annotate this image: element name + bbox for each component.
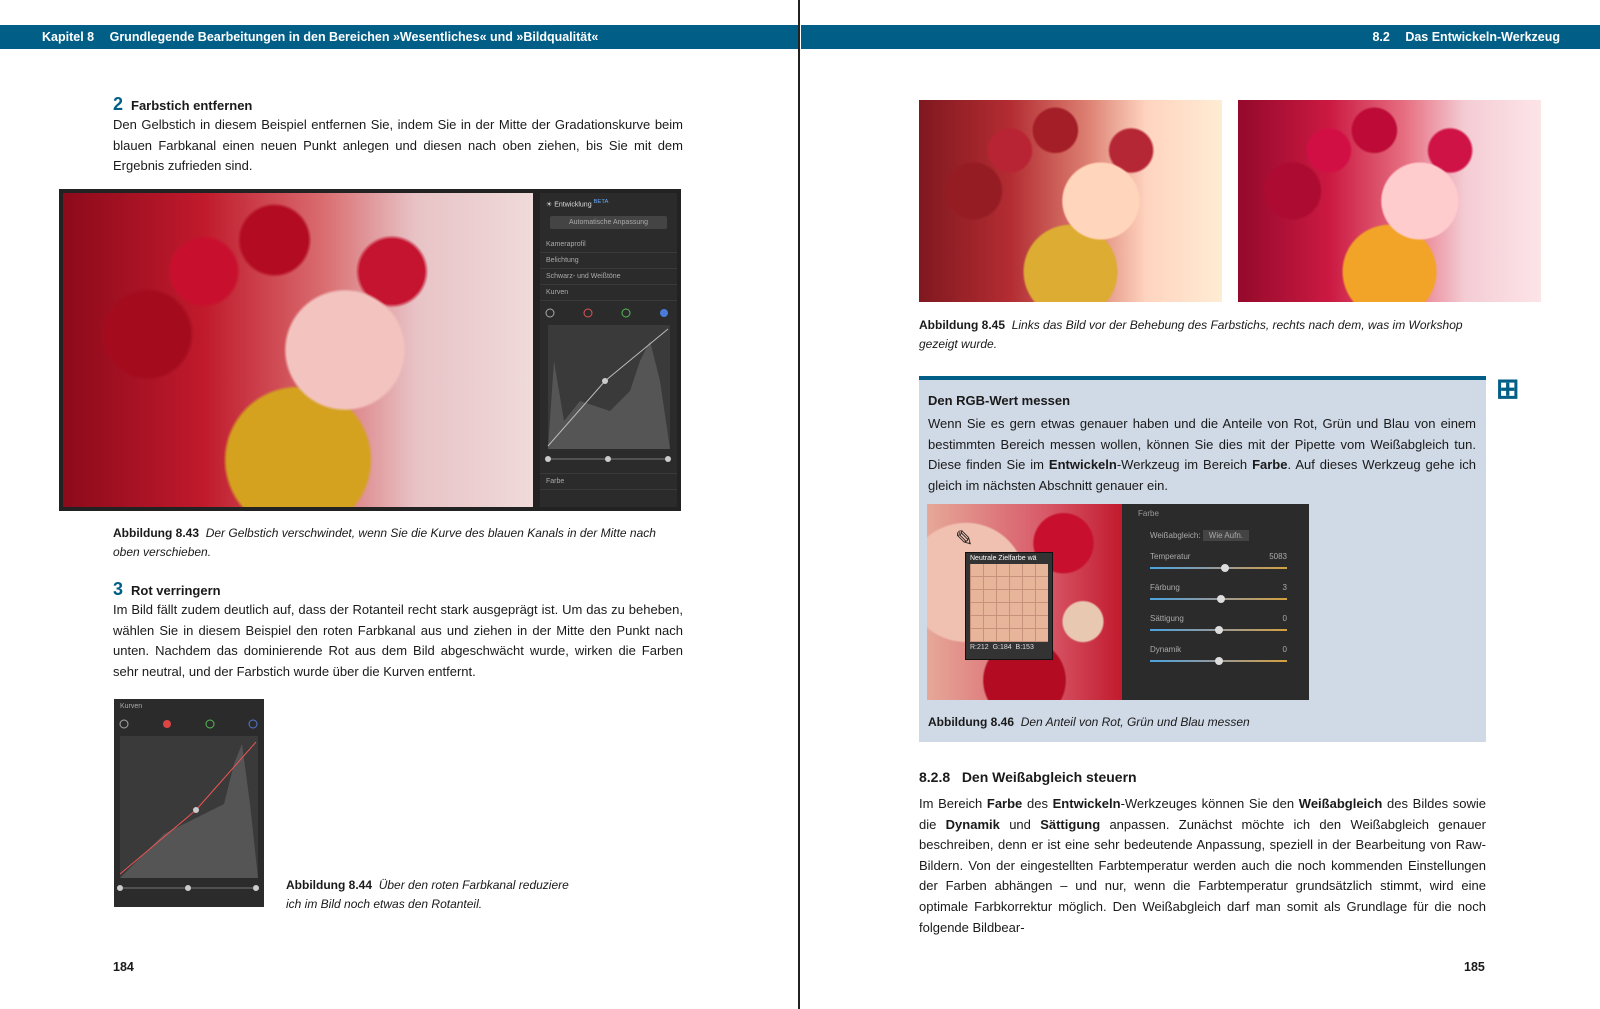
step-text: Im Bild fällt zudem deutlich auf, dass der Rotanteil recht stark ausgeprägt ist. Um das zu beheben, wählen Sie in diesem Beispiel den roten Farbkanal aus und ziehen in der Mitte den Punkt nach unten. Nachdem das dominierende Rot aus dem Bild abgeschwächt wurde, wirken die Farben sehr neutral, und der Farbstich wurde über die Kurven entfernt. [113, 602, 683, 679]
loupe-grid [970, 564, 1048, 642]
slider-row [1122, 608, 1309, 639]
slider-handle[interactable] [117, 885, 123, 891]
loupe-title: Neutrale Zielfarbe wä [970, 555, 1037, 562]
panel-row[interactable]: Kurven [540, 285, 677, 301]
caption-8-46 [928, 713, 1250, 732]
channel-green-icon[interactable] [622, 309, 630, 317]
text-bold: Weißabgleich [1298, 796, 1383, 811]
slider-label: Sättigung [1150, 614, 1184, 623]
slider-handle[interactable] [185, 885, 191, 891]
text-run: -Werkzeuges können Sie den [1120, 796, 1299, 811]
text-run: des [1022, 796, 1053, 811]
caption-text: Links das Bild vor der Behebung des Farbstichs, rechts nach dem, was im Workshop gezeigt wurde. [919, 318, 1463, 351]
slider-handle[interactable] [605, 456, 611, 462]
text-run: des Bildes sowie die [919, 796, 1487, 832]
panel-header: ☀ Entwicklung $^{BETA}$ [546, 199, 609, 209]
slider-track[interactable] [1150, 598, 1287, 600]
slider-value: 3 [1282, 583, 1287, 592]
step-3 [113, 579, 683, 682]
slider-label: Färbung [1150, 583, 1180, 592]
beta-badge: BETA [593, 199, 609, 205]
panel-title: Entwicklung [554, 201, 592, 209]
text-run: anpassen. Zunächst möchte ich den Weißabgleich genauer beschreiben, denn er ist eine sehr bedeutende Anpassung, speziell in der Bearbeitung von Raw-Bildern. Von der eingestellten Farbtemperatur werden auch die noch kommenden Einstellungen der Farben abhängen – und nur, wenn die Farbtemperatur grundsätzlich stimmt, wird eine optimale Farbkorrektur möglich. Den Weißabgleich darf man somit als Grundlage für die noch folgende Bildbear- [919, 816, 1486, 935]
section-heading [919, 769, 1137, 785]
page-number-right: 185 [1464, 960, 1485, 974]
caption-text: Der Gelbstich verschwindet, wenn Sie die Kurve des blauen Kanals in der Mitte nach oben verschieben. [113, 526, 656, 559]
section-number: 8.2 [1372, 30, 1390, 44]
color-panel-title: Farbe [1138, 509, 1159, 518]
text-bold: Entwickeln [1048, 457, 1117, 473]
curves-graph-red[interactable] [114, 714, 264, 904]
chapter-label: Kapitel 8 [42, 30, 95, 44]
photo-before [919, 100, 1222, 302]
panel-row[interactable]: Belichtung [540, 253, 677, 269]
text-run: Im Bereich [919, 796, 987, 811]
wb-select[interactable]: Wie Aufn. [1203, 530, 1249, 541]
loupe-rgb-values [966, 642, 1052, 653]
channel-red-icon[interactable] [584, 309, 592, 317]
slider-label: Temperatur [1150, 552, 1191, 561]
section-heading-title: Den Weißabgleich steuern [961, 769, 1137, 785]
step-number: 2 [113, 94, 124, 114]
slider-row [1122, 577, 1309, 608]
step-2 [113, 94, 683, 177]
slider-value: 5083 [1269, 552, 1287, 561]
caption-8-44 [286, 876, 586, 913]
caption-8-43 [113, 524, 673, 561]
slider-thumb[interactable] [1215, 657, 1223, 665]
wb-row [1122, 523, 1309, 546]
slider-row [1122, 546, 1309, 577]
curves-graph[interactable] [540, 301, 677, 471]
text-bold: Farbe [1252, 457, 1288, 473]
loupe-g: G:184 [992, 644, 1012, 651]
curves-panel-title: Kurven [120, 703, 143, 710]
slider-track[interactable] [1150, 629, 1287, 631]
caption-label: Abbildung 8.45 [919, 318, 1006, 332]
chapter-title: Grundlegende Bearbeitungen in den Bereichen »Wesentliches« und »Bildqualität« [109, 30, 599, 44]
caption-label: Abbildung 8.46 [928, 715, 1015, 729]
loupe-r: R:212 [970, 644, 989, 651]
page-number-left: 184 [113, 960, 134, 974]
slider-value: 0 [1282, 614, 1287, 623]
step-number: 3 [113, 579, 124, 599]
step-title: Rot verringern [131, 583, 221, 598]
text-run: . Auf dieses Werkzeug gehe ich gleich im nächsten Abschnitt genauer ein. [928, 457, 1476, 493]
caption-text: Über den roten Farbkanal reduziere ich im Bild noch etwas den Rotanteil. [286, 878, 569, 911]
step-text: Den Gelbstich in diesem Beispiel entfernen Sie, indem Sie in der Mitte der Gradationskurve beim blauen Farbkanal einen neuen Punkt anlegen und diesen nach oben ziehen, bis Sie mit dem Ergebnis zufrieden sind. [113, 117, 683, 174]
slider-track[interactable] [1150, 567, 1287, 569]
section-title: Das Entwickeln-Werkzeug [1405, 30, 1560, 44]
crop-plus-icon: ⊞ [1496, 373, 1520, 404]
photo-after [1238, 100, 1541, 302]
text-run: Wenn Sie es gern etwas genauer haben und die Anteile von Rot, Grün und Blau von einem bestimmten Bereich messen wollen, können Sie dies mit der Pipette vom Weißabgleich tun. Diese finden Sie im [928, 416, 1476, 473]
slider-handle[interactable] [253, 885, 259, 891]
channel-blue-icon[interactable] [660, 309, 668, 317]
caption-8-45 [919, 316, 1479, 353]
step-title: Farbstich entfernen [131, 98, 253, 113]
eyedropper-icon[interactable]: ✎ [955, 526, 974, 551]
color-panel [1122, 504, 1309, 700]
channel-red-icon[interactable] [163, 720, 171, 728]
text-bold: Entwickeln [1052, 796, 1121, 811]
info-box-text [928, 414, 1476, 496]
text-bold: Dynamik [945, 816, 1000, 832]
running-header-left [0, 25, 799, 49]
loupe-popup [965, 552, 1053, 660]
auto-adjust-button[interactable]: Automatische Anpassung [550, 216, 667, 229]
text-run: -Werkzeug im Bereich [1116, 457, 1253, 473]
slider-thumb[interactable] [1217, 595, 1225, 603]
channel-green-icon[interactable] [206, 720, 214, 728]
panel-row-color[interactable]: Farbe [540, 473, 677, 490]
text-run: und [999, 816, 1041, 832]
info-box-title: Den RGB-Wert messen [928, 393, 1071, 408]
slider-handle[interactable] [545, 456, 551, 462]
curve-point[interactable] [193, 807, 199, 813]
slider-thumb[interactable] [1215, 626, 1223, 634]
channel-rgb-icon[interactable] [546, 309, 554, 317]
panel-row[interactable]: Kameraprofil [540, 237, 677, 253]
caption-label: Abbildung 8.44 [286, 878, 373, 892]
channel-rgb-icon[interactable] [120, 720, 128, 728]
figure-8-43 [59, 189, 681, 511]
slider-thumb[interactable] [1221, 564, 1229, 572]
running-header-right [801, 25, 1600, 49]
slider-handle[interactable] [665, 456, 671, 462]
loupe-b: B:153 [1015, 644, 1034, 651]
slider-value: 0 [1282, 645, 1287, 654]
slider-track[interactable] [1150, 660, 1287, 662]
section-body [919, 794, 1486, 938]
caption-label: Abbildung 8.43 [113, 526, 200, 540]
figure-8-44 [114, 699, 264, 907]
slider-label: Dynamik [1150, 645, 1182, 654]
section-heading-number: 8.2.8 [919, 769, 951, 785]
develop-panel [540, 193, 677, 507]
text-bold: Farbe [986, 796, 1023, 811]
panel-row[interactable]: Schwarz- und Weißtöne [540, 269, 677, 285]
wb-label: Weißabgleich: [1150, 531, 1201, 540]
info-box [919, 376, 1486, 742]
text-bold: Sättigung [1040, 816, 1101, 832]
caption-text: Den Anteil von Rot, Grün und Blau messen [1020, 715, 1250, 729]
slider-list [1122, 546, 1309, 670]
slider-row [1122, 639, 1309, 670]
loupe-photo [927, 504, 1122, 700]
curve-point[interactable] [602, 378, 608, 384]
book-spine [798, 0, 800, 1009]
channel-blue-icon[interactable] [249, 720, 257, 728]
opera-photo [63, 193, 533, 507]
